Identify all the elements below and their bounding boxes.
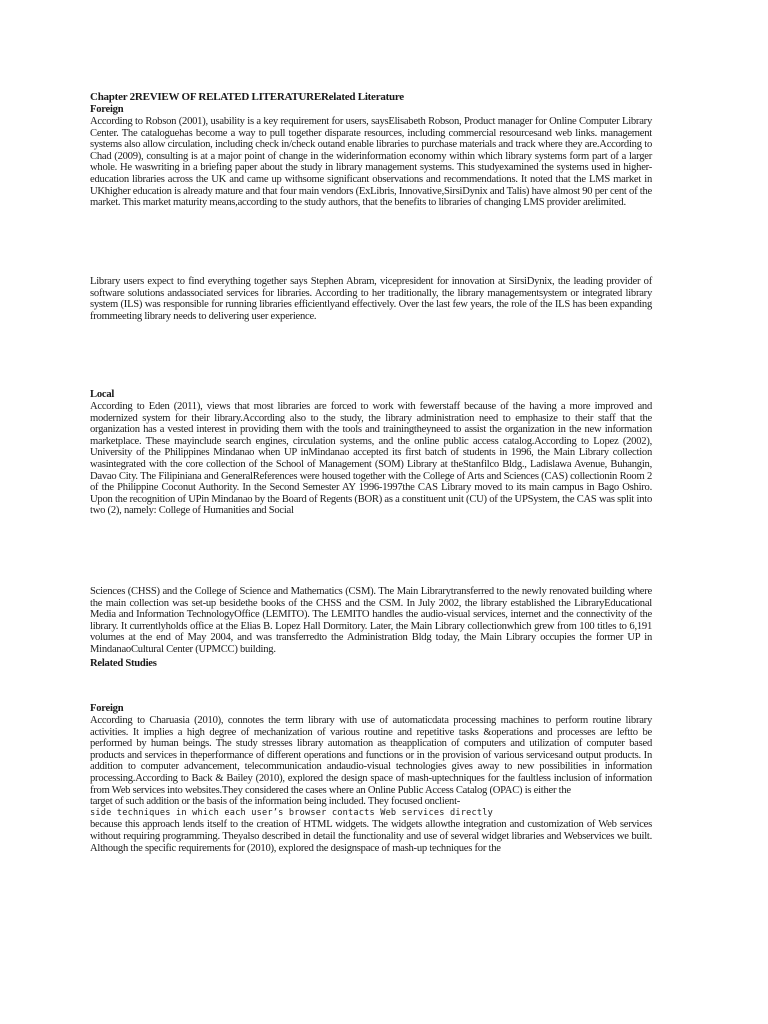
section-heading-related-studies: Related Studies [90,657,157,669]
line-client-side-techniques: side techniques in which each user’s browser contacts Web services directly [90,807,494,818]
section-heading-foreign: Foreign [90,104,124,115]
related-literature-local-section-2 [90,586,652,670]
related-literature-local-section [90,389,652,517]
paragraph-chss-csm: Sciences (CHSS) and the College of Science and Mathematics (CSM). The Main Librarytransferred to the newly renovated building where the main collection was set-up besidethe books of the CHSS and the CSM. In July 2002, the library established the LibraryEducational Media and Information TechnologyOffice (LEMITO). The LEMITO handles the audio-visual services, internet and the connectivity of the library. It currentlyholds office at the Elias B. Lopez Hall Dormitory. Later, the Main Library collectionwhich grew from 100 titles to 6,191 volumes at the end of May 2004, and was transferredto the Administration Bldg today, the Main Library occupies the former UP in MindanaoCultural Center (UPMCC) building. [90,586,652,655]
paragraph-abram: Library users expect to find everything together says Stephen Abram, vicepresident for innovation at SirsiDynix, the leading provider of software solutions andassociated services for libraries. According to her traditionally, the library managementsystem or integrated library system (ILS) was responsible for running libraries efficientlyand effectively. Over the last few years, the role of the ILS has been expanding frommeeting library needs to delivering user experience. [90,276,652,322]
paragraph-robson-chad: According to Robson (2001), usability is a key requirement for users, saysElisabeth Robson, Product manager for Online Computer Library Center. The cataloguehas become a way to pull together disparate resources, including commercial resourcesand web links. management systems also allow circulation, including check in/check outand enable libraries to purchase materials and track where they are.According to Chad (2009), consulting is at a major point of change in the widerinformation economy within which library systems form part of a larger whole. He waswriting in a briefing paper about the study in library management systems. This studyexamined the systems used in higher-education libraries across the UK and came up withsome significant observations and recommendations. It noted that the LMS market in UKhigher education is already mature and that four main vendors (ExLibris, Innovative,SirsiDynix and Talis) have almost 90 per cent of the market. This market maturity means,according to the study authors, that the benefits to libraries of changing LMS provider arelimited. [90,116,652,209]
paragraph-charuasia-back-bailey: According to Charuasia (2010), connotes the term library with use of automaticdata processing machines to perform routine library activities. It implies a high degree of mechanization of various routine and repetitive tasks &operations and processes are leftto be performed by human beings. The study stresses library automation as theapplication of computers and utilization of computer based products and services in theperformance of different operations and functions or in the provision of various servicesand output products. In addition to computer advancement, telecommunication andaudio-visual technologies gives away to new possibilities in information processing.According to Back & Bailey (2010), explored the design space of mash-uptechniques for the faultless inclusion of information from Web services into websites.They considered the cases where an Online Public Access Catalog (OPAC) is either the [90,715,652,796]
paragraph-eden-lopez: According to Eden (2011), views that most libraries are forced to work with fewerstaff because of the having a more improved and modernized system for their library.According also to the study, the library administration need to emphasize to their staff that the organization has a vested interest in providing them with the tools and trainingtheyneed to assist the organization in the new information marketplace. These mayinclude search engines, circulation systems, and the online public access catalog.According to Lopez (2002), University of the Philippines Mindanao when UP inMindanao accepted its first batch of students in 1996, the Main Library collection wasintegrated with the core collection of the School of Management (SOM) Library at theStanfilco Bldg., Ladislawa Avenue, Buhangin, Davao City. The Filipiniana and GeneralReferences were housed together with the College of Arts and Sciences (CAS) collectionin Room 2 of the Philippine Coconut Authority. In the Second Semester AY 1996-1997the CAS Library moved to its main campus in Bago Oshiro. Upon the recognition of UPin Mindanao by the Board of Regents (BOR) as a constituent unit (CU) of the UPSystem, the CAS was split into two (2), namely: College of Humanities and Social [90,401,652,517]
paragraph-html-widgets: because this approach lends itself to the creation of HTML widgets. The widgets allowthe integration and customization of Web services without requiring programming. Theyalso described in detail the functionality and use of several widget libraries and Webservices we built. Although the specific requirements for (2010), explored the designspace of mash-up techniques for the [90,819,652,854]
section-heading-studies-foreign: Foreign [90,703,124,714]
related-literature-foreign-section [90,91,652,209]
related-literature-foreign-section-2 [90,276,652,322]
section-heading-local: Local [90,389,115,400]
chapter-title: Chapter 2REVIEW OF RELATED LITERATURERelated Literature [90,91,404,103]
related-studies-foreign-section [90,703,652,854]
line-target-addition: target of such addition or the basis of the information being included. They focused onclient- [90,796,461,808]
